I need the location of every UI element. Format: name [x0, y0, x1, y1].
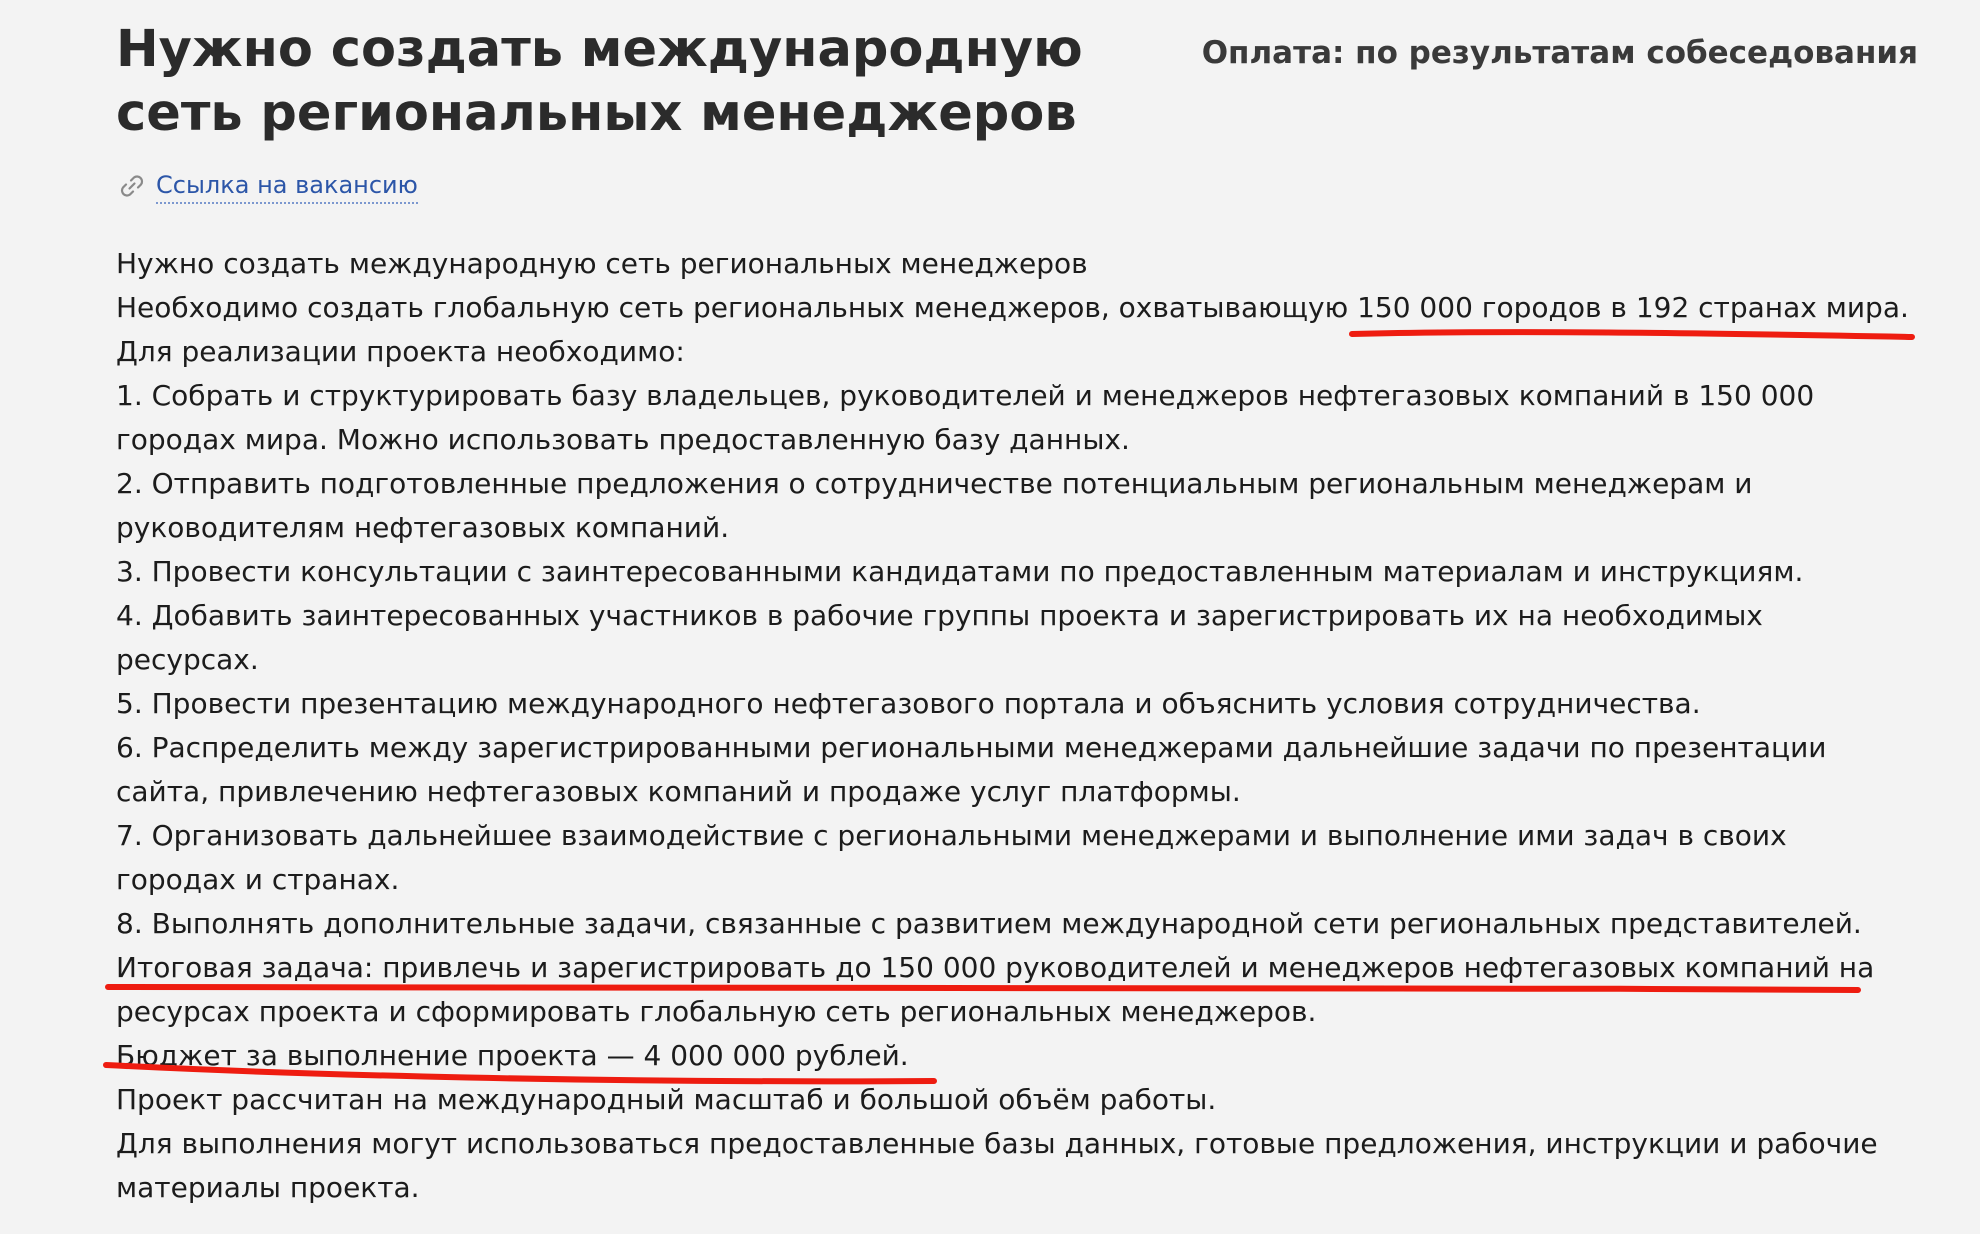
description-line: 4. Добавить заинтересованных участников в рабочие группы проекта и зарегистрировать их на необходимых	[116, 599, 1763, 632]
description-line: ресурсах.	[116, 643, 259, 676]
description-line: городах и странах.	[116, 863, 400, 896]
description-line: сайта, привлечению нефтегазовых компаний и продаже услуг платформы.	[116, 775, 1241, 808]
description-line: 1. Собрать и структурировать базу владельцев, руководителей и менеджеров нефтегазовых компаний в 150 000	[116, 379, 1815, 412]
payment-info: Оплата: по результатам собеседования	[1201, 35, 1918, 71]
description-line: городах мира. Можно использовать предоставленную базу данных.	[116, 423, 1130, 456]
description-line: Итоговая задача: привлечь и зарегистрировать до 150 000 руководителей и менеджеров нефтегазовых компаний на	[116, 951, 1875, 984]
description-line: 3. Провести консультации с заинтересованными кандидатами по предоставленным материалам и инструкциям.	[116, 555, 1804, 588]
description-line: 5. Провести презентацию международного нефтегазового портала и объяснить условия сотрудничества.	[116, 687, 1701, 720]
description-line: руководителям нефтегазовых компаний.	[116, 511, 730, 544]
description-line: Нужно создать международную сеть региональных менеджеров	[116, 247, 1088, 280]
link-icon	[116, 170, 148, 202]
description-line: Для выполнения могут использоваться предоставленные базы данных, готовые предложения, инструкции и рабочие	[116, 1127, 1878, 1160]
vacancy-link[interactable]	[116, 168, 418, 204]
description-line: Проект рассчитан на международный масштаб и большой объём работы.	[116, 1083, 1217, 1116]
description-line: материалы проекта.	[116, 1171, 420, 1204]
description-line: 6. Распределить между зарегистрированными региональными менеджерами дальнейшие задачи по презентации	[116, 731, 1827, 764]
description-line: Необходимо создать глобальную сеть региональных менеджеров, охватывающую 150 000 городов в 192 странах мира.	[116, 291, 1909, 324]
description-line: Бюджет за выполнение проекта — 4 000 000 рублей.	[116, 1039, 909, 1072]
description-line: Для реализации проекта необходимо:	[116, 335, 685, 368]
description-line: 2. Отправить подготовленные предложения о сотрудничестве потенциальным региональным менеджерам и	[116, 467, 1753, 500]
vacancy-description	[116, 242, 1941, 1210]
vacancy-title: Нужно создать международную сеть региональных менеджеров	[116, 20, 1083, 143]
description-line: 7. Организовать дальнейшее взаимодействие с региональными менеджерами и выполнение ими задач в своих	[116, 819, 1787, 852]
description-line: ресурсах проекта и сформировать глобальную сеть региональных менеджеров.	[116, 995, 1317, 1028]
vacancy-link-label[interactable]: Ссылка на вакансию	[156, 168, 418, 204]
description-line: 8. Выполнять дополнительные задачи, связанные с развитием международной сети региональных представителей.	[116, 907, 1862, 940]
